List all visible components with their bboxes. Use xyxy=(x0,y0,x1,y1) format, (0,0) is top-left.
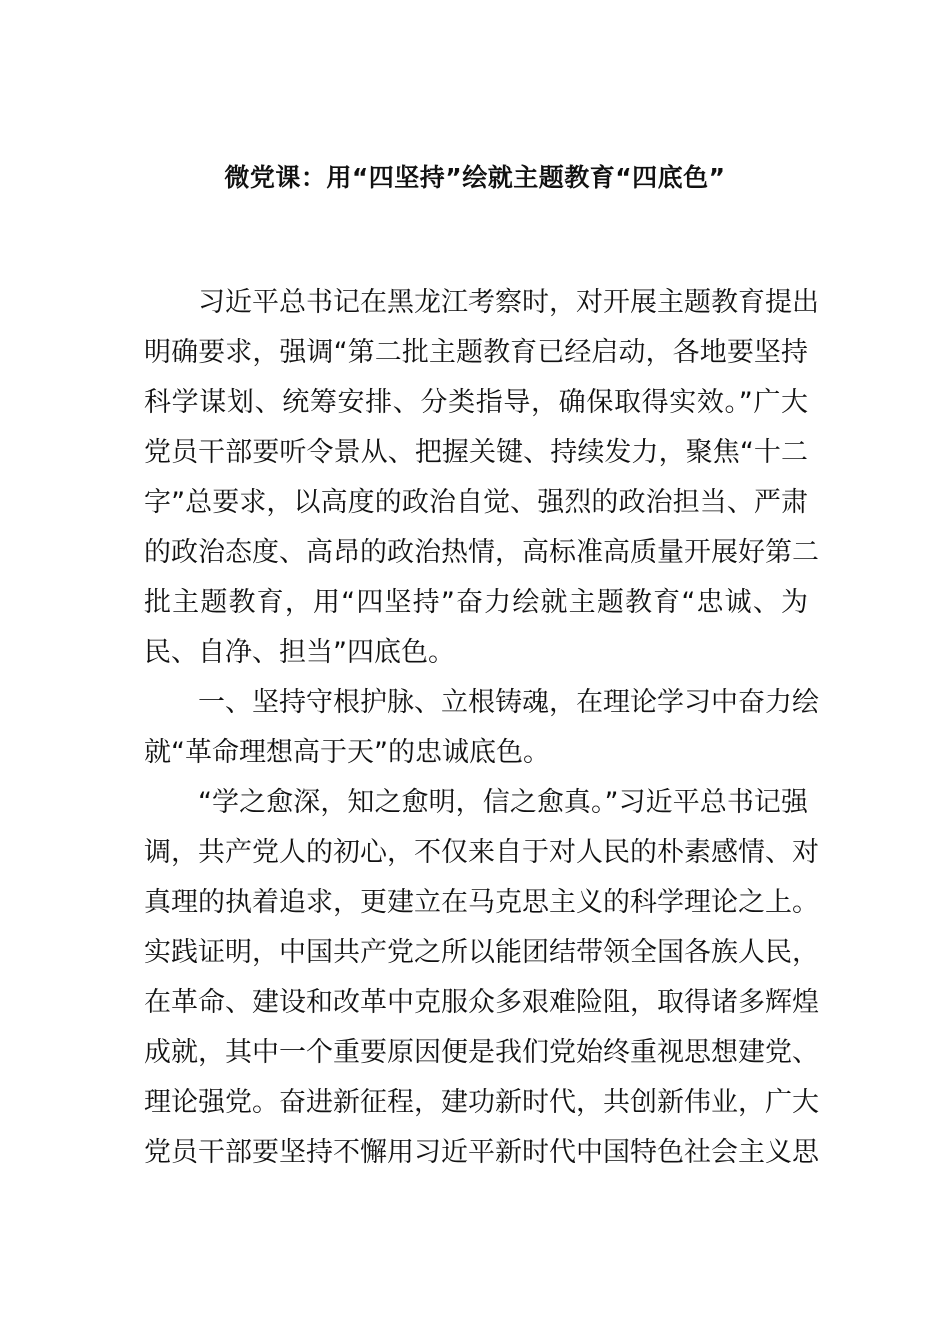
paragraph-2-line-2: 调，共产党人的初心，不仅来自于对人民的朴素感情、对 xyxy=(144,837,819,868)
paragraph-1-line-4: 党员干部要听令景从、把握关键、持续发力，聚焦“十二 xyxy=(144,437,808,468)
paragraph-1-line-6: 的政治态度、高昂的政治热情，高标准高质量开展好第二 xyxy=(144,537,819,568)
paragraph-2-line-6: 成就，其中一个重要原因便是我们党始终重视思想建党、 xyxy=(144,1037,819,1068)
paragraph-1-line-8: 民、自净、担当”四底色。 xyxy=(144,637,455,668)
paragraph-2-line-5: 在革命、建设和改革中克服众多艰难险阻，取得诸多辉煌 xyxy=(144,987,819,1018)
paragraph-1-line-3: 科学谋划、统筹安排、分类指导，确保取得实效。”广大 xyxy=(144,387,808,418)
paragraph-1-line-2: 明确要求，强调“第二批主题教育已经启动，各地要坚持 xyxy=(144,337,808,368)
paragraph-2-line-8: 党员干部要坚持不懈用习近平新时代中国特色社会主义思 xyxy=(144,1137,819,1168)
heading-1-line-1: 一、坚持守根护脉、立根铸魂，在理论学习中奋力绘 xyxy=(198,687,819,718)
paragraph-2-line-4: 实践证明，中国共产党之所以能团结带领全国各族人民， xyxy=(144,937,819,968)
paragraph-2-line-1: “学之愈深，知之愈明，信之愈真。”习近平总书记强 xyxy=(198,787,808,818)
heading-1-line-2: 就“革命理想高于天”的忠诚底色。 xyxy=(144,737,550,768)
document-body xyxy=(144,278,819,1178)
paragraph-2-line-7: 理论强党。奋进新征程，建功新时代，共创新伟业，广大 xyxy=(144,1087,819,1118)
paragraph-2-line-3: 真理的执着追求，更建立在马克思主义的科学理论之上。 xyxy=(144,887,819,918)
document-title: 微党课：用“四坚持”绘就主题教育“四底色” xyxy=(224,163,726,192)
paragraph-1-line-7: 批主题教育，用“四坚持”奋力绘就主题教育“忠诚、为 xyxy=(144,587,808,618)
paragraph-1-line-1: 习近平总书记在黑龙江考察时，对开展主题教育提出 xyxy=(198,287,819,318)
paragraph-1-line-5: 字”总要求，以高度的政治自觉、强烈的政治担当、严肃 xyxy=(144,487,808,518)
